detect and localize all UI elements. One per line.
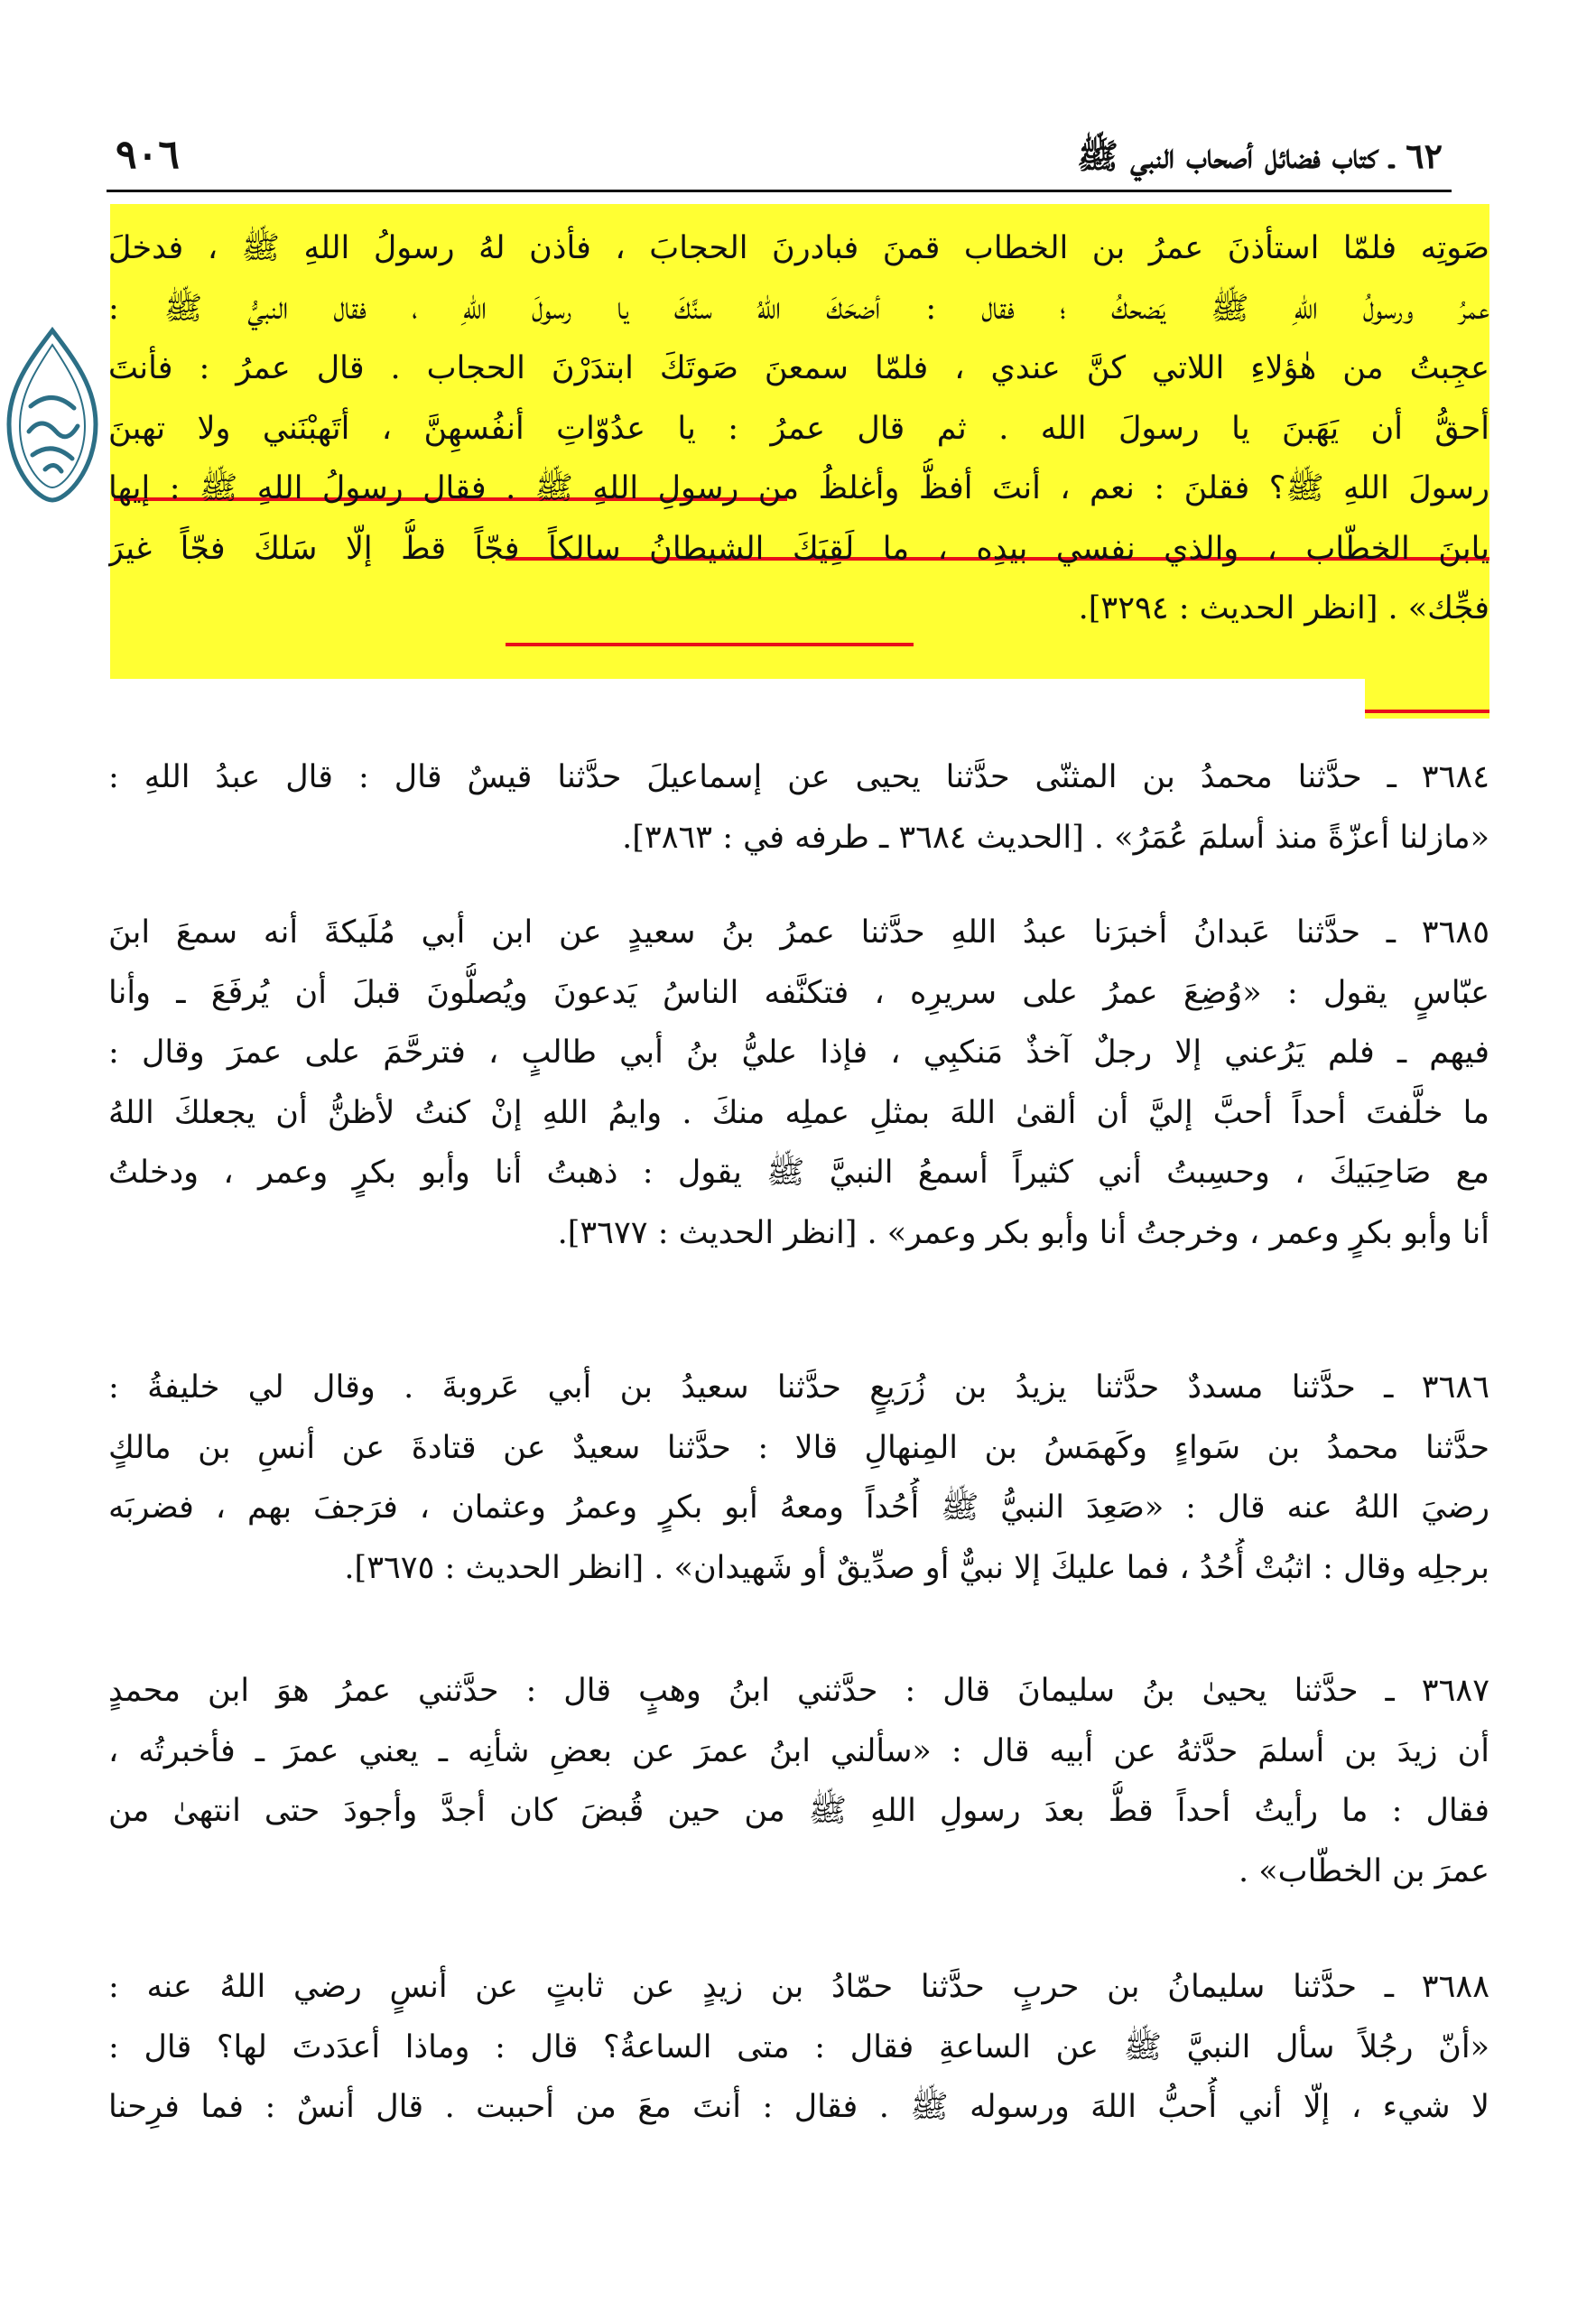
text-line: أن زيدَ بن أسلمَ حدَّثهُ عن أبيه قال : «سألني ابنُ عمرَ عن بعضِ شأنِه ـ يعني عمرَ ـ فأخبرتُه ، — [108, 1732, 1489, 1769]
text-line: فيهم ـ فلم يَرُعني إلا رجلٌ آخذٌ مَنكبِي ، فإذا عليُّ بنُ أبي طالبٍ ، فترحَّمَ على عمرَ وقال : — [108, 1035, 1489, 1071]
hadith-3684 — [108, 747, 1489, 868]
text-line: برجلِه وقال : اثبُتْ أُحُدُ ، فما عليكَ إلا نبيٌّ أو صدِّيقٌ أو شَهيدان» . [انظر الحديث : ٣٦٧٥]. — [344, 1549, 1489, 1586]
text-line: مع صَاحِبَيكَ ، وحسِبتُ أني كثيراً أسمعُ النبيَّ ﷺ يقول : ذهبتُ أنا وأبو بكرٍ وعمر ، ودخلتُ — [108, 1155, 1489, 1191]
text-line: ٣٦٨٥ ـ حدَّثنا عَبدانُ أخبرَنا عبدُ اللهِ حدَّثنا عمرُ بنُ سعيدٍ عن ابن أبي مُلَيكةَ أنه سمعَ ابنَ — [108, 914, 1489, 951]
text-line: لا شيء ، إلّا أني أُحبُّ اللهَ ورسوله ﷺ . فقال : أنتَ معَ من أحببت . قال أنسٌ : فما فرِحنا — [108, 2089, 1489, 2125]
hadith-3687 — [108, 1661, 1489, 1901]
hadith-3685 — [108, 903, 1489, 1263]
hadith-3686 — [108, 1358, 1489, 1598]
text-line: ٣٦٨٤ ـ حدَّثنا محمدُ بن المثنّى حدَّثنا يحيى عن إسماعيلَ حدَّثنا قيسٌ قال : قال عبدُ اللهِ : — [108, 759, 1489, 795]
underline — [1365, 710, 1489, 713]
text-line: عجِبتُ من هٰؤلاءِ اللاتي كنَّ عندي ، فلمّا سمعنَ صَوتَكَ ابتدَرْنَ الحجاب . قال عمرُ : فأنتَ — [108, 350, 1489, 386]
text-line: ما خلَّفتَ أحداً أحبَّ إليَّ أن ألقىٰ اللهَ بمثلِ عملِه منكَ . وايمُ اللهِ إنْ كنتُ لأظنُّ أن يجعلكَ اللهُ — [108, 1094, 1489, 1131]
text-line: ٣٦٨٨ ـ حدَّثنا سليمانُ بن حربٍ حدَّثنا حمّادُ بن زيدٍ عن ثابتٍ عن أنسٍ رضي اللهُ عنه : — [108, 1969, 1489, 2005]
text-line: عمرُ ورسولُ اللهِ ﷺ يَضحكُ ؛ فقال : أضحَكَ اللهُ سنَّكَ يا رسولَ اللهِ ، فقال النبيُّ ﷺ : — [108, 290, 1489, 327]
running-title: ٦٢ ـ كتاب فضائل أصحاب النبي ﷺ — [1076, 135, 1443, 176]
text-line: ٣٦٨٧ ـ حدَّثنا يحيىٰ بنُ سليمانَ قال : حدَّثني ابنُ وهبٍ قال : حدَّثني عمرُ هوَ ابن محمدٍ — [108, 1673, 1489, 1709]
library-seal-icon — [2, 325, 103, 506]
text-block-continuation — [108, 218, 1489, 639]
text-line: فجِّك» . [انظر الحديث : ٣٢٩٤]. — [1078, 590, 1489, 626]
text-line: ٣٦٨٦ ـ حدَّثنا مسددٌ حدَّثنا يزيدُ بن زُرَيعٍ حدَّثنا سعيدُ بن أبي عَروبةَ . وقال لي خليفةُ : — [108, 1369, 1489, 1406]
text-line: «أنّ رجُلاً سأل النبيَّ ﷺ عن الساعةِ فقال : متى الساعةُ؟ قال : وماذا أعدَدتَ لها؟ قال : — [108, 2028, 1489, 2065]
hadith-3688 — [108, 1957, 1489, 2138]
text-line: صَوتِه فلمّا استأذنَ عمرُ بن الخطاب قمنَ فبادرنَ الحجابَ ، فأذن لهُ رسولُ اللهِ ﷺ ، فدخلَ — [108, 230, 1489, 266]
text-line: يابنَ الخطّاب ، والذي نفسي بيدِه ، ما لَقِيَكَ الشيطانُ سالكاً فجّاً قطُّ إلّا سَلكَ فجّاً غيرَ — [108, 530, 1489, 567]
text-line: رضيَ اللهُ عنه قال : «صَعِدَ النبيُّ ﷺ أُحُداً ومعهُ أبو بكرٍ وعمرُ وعثمان ، فرَجفَ بهم ، فضربَه — [108, 1490, 1489, 1526]
text-line: رسولَ اللهِ ﷺ؟ فقلنَ : نعم ، أنتَ أفظُّ وأغلظُ من رسولِ اللهِ ﷺ . فقال رسولُ اللهِ ﷺ : إيها — [108, 470, 1489, 506]
text-line: «مازلنا أعزّةً منذ أسلمَ عُمَرُ» . [الحديث ٣٦٨٤ ـ طرفه في : ٣٨٦٣]. — [622, 819, 1489, 856]
text-line: أحقُّ أن يَهَبنَ يا رسولَ الله . ثم قال عمرُ : يا عدُوّاتِ أنفُسهِنَّ ، أتَهبْنَني ولا تهبنَ — [108, 410, 1489, 447]
underline — [506, 643, 914, 646]
text-line: عمرَ بن الخطّاب» . — [1238, 1852, 1489, 1889]
text-line: حدَّثنا محمدُ بن سَواءٍ وكَهمَسُ بن المِنهالِ قالا : حدَّثنا سعيدٌ عن قتادةَ عن أنسِ بن مالكٍ — [108, 1429, 1489, 1466]
text-line: أنا وأبو بكرٍ وعمر ، وخرجتُ أنا وأبو بكر وعمر» . [انظر الحديث : ٣٦٧٧]. — [557, 1214, 1489, 1251]
page-header — [107, 132, 1452, 192]
text-line: فقال : ما رأيتُ أحداً قطُّ بعدَ رسولِ اللهِ ﷺ من حين قُبضَ كان أجدَّ وأجودَ حتى انتهىٰ من — [108, 1793, 1489, 1829]
text-line: عبّاسٍ يقول : «وُضِعَ عمرُ على سريرِه ، فتكنَّفه الناسُ يَدعونَ ويُصلُّونَ قبلَ أن يُرفَعَ ـ وأنا — [108, 974, 1489, 1011]
page-number: ٩٠٦ — [116, 132, 180, 178]
